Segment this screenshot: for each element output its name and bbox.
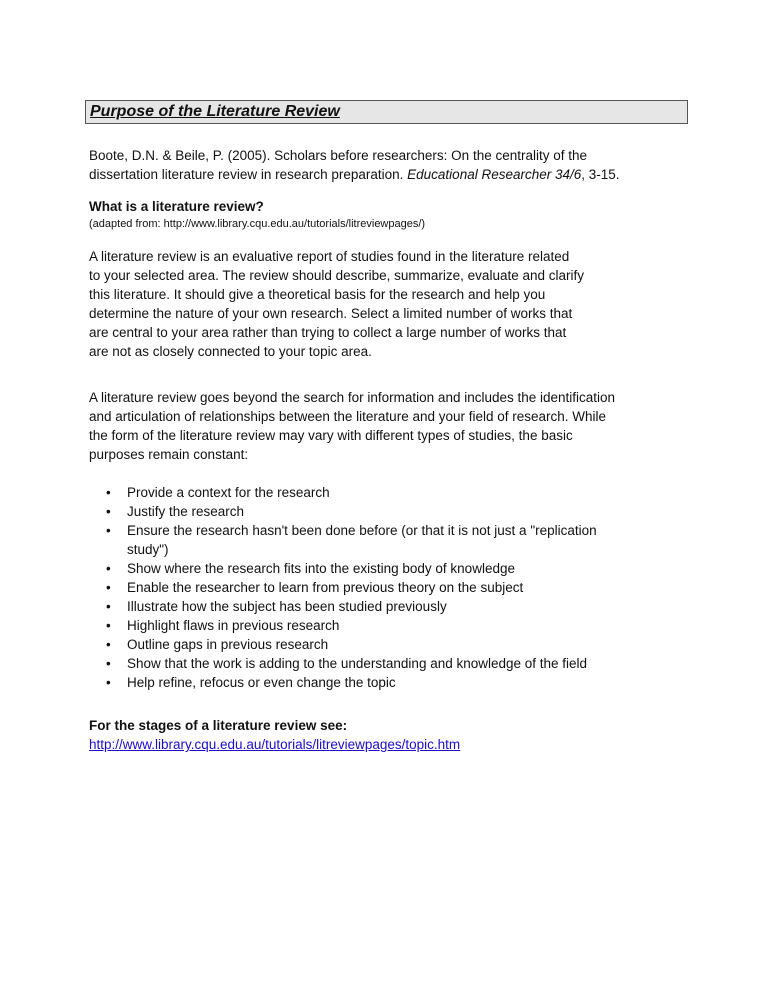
bullet-icon: • [106, 656, 111, 671]
title-box [85, 100, 688, 124]
paragraph-line: to your selected area. The review should describe, summarize, evaluate and clarify [89, 268, 584, 283]
page-title: Purpose of the Literature Review [90, 103, 340, 120]
paragraph-line: are not as closely connected to your topic area. [89, 344, 372, 359]
list-item: Ensure the research hasn't been done before (or that it is not just a "replication [127, 523, 597, 538]
journal-name: Educational Researcher 34/6 [407, 167, 582, 182]
list-item: Outline gaps in previous research [127, 637, 329, 652]
list-item: Show that the work is adding to the understanding and knowledge of the field [127, 656, 588, 671]
paragraph-line: purposes remain constant: [89, 447, 249, 462]
list-item: study") [127, 542, 169, 557]
paragraph-line: and articulation of relationships between the literature and your field of research. While [89, 409, 607, 424]
list-item: Highlight flaws in previous research [127, 618, 340, 633]
paragraph-line: are central to your area rather than trying to collect a large number of works that [89, 325, 567, 340]
bullet-icon: • [106, 599, 111, 614]
bullet-icon: • [106, 618, 111, 633]
stages-link[interactable]: http://www.library.cqu.edu.au/tutorials/litreviewpages/topic.htm [89, 737, 461, 752]
bullet-icon: • [106, 485, 111, 500]
list-item: Help refine, refocus or even change the topic [127, 675, 396, 690]
adapted-from: (adapted from: http://www.library.cqu.edu.au/tutorials/litreviewpages/) [89, 218, 426, 230]
paragraph-line: A literature review goes beyond the search for information and includes the identification [89, 390, 616, 405]
list-item: Show where the research fits into the existing body of knowledge [127, 561, 515, 576]
paragraph-line: the form of the literature review may vary with different types of studies, the basic [89, 428, 573, 443]
paragraph-line: A literature review is an evaluative report of studies found in the literature related [89, 249, 570, 264]
list-item: Justify the research [127, 504, 245, 519]
bullet-icon: • [106, 675, 111, 690]
list-item: Enable the researcher to learn from previous theory on the subject [127, 580, 524, 595]
section-heading: What is a literature review? [89, 199, 264, 214]
bullet-icon: • [106, 580, 111, 595]
bullet-icon: • [106, 523, 111, 538]
citation-text: dissertation literature review in research preparation. [89, 167, 408, 182]
list-item: Illustrate how the subject has been studied previously [127, 599, 447, 614]
paragraph-line: determine the nature of your own research. Select a limited number of works that [89, 306, 573, 321]
list-item: Provide a context for the research [127, 485, 330, 500]
stages-label: For the stages of a literature review see: [89, 718, 348, 733]
citation-line-2 [89, 165, 620, 184]
bullet-icon: • [106, 637, 111, 652]
citation-pages: , 3-15. [581, 167, 620, 182]
citation-line-1: Boote, D.N. & Beile, P. (2005). Scholars before researchers: On the centrality of the [89, 148, 588, 163]
paragraph-line: this literature. It should give a theoretical basis for the research and help you [89, 287, 546, 302]
bullet-icon: • [106, 504, 111, 519]
bullet-icon: • [106, 561, 111, 576]
